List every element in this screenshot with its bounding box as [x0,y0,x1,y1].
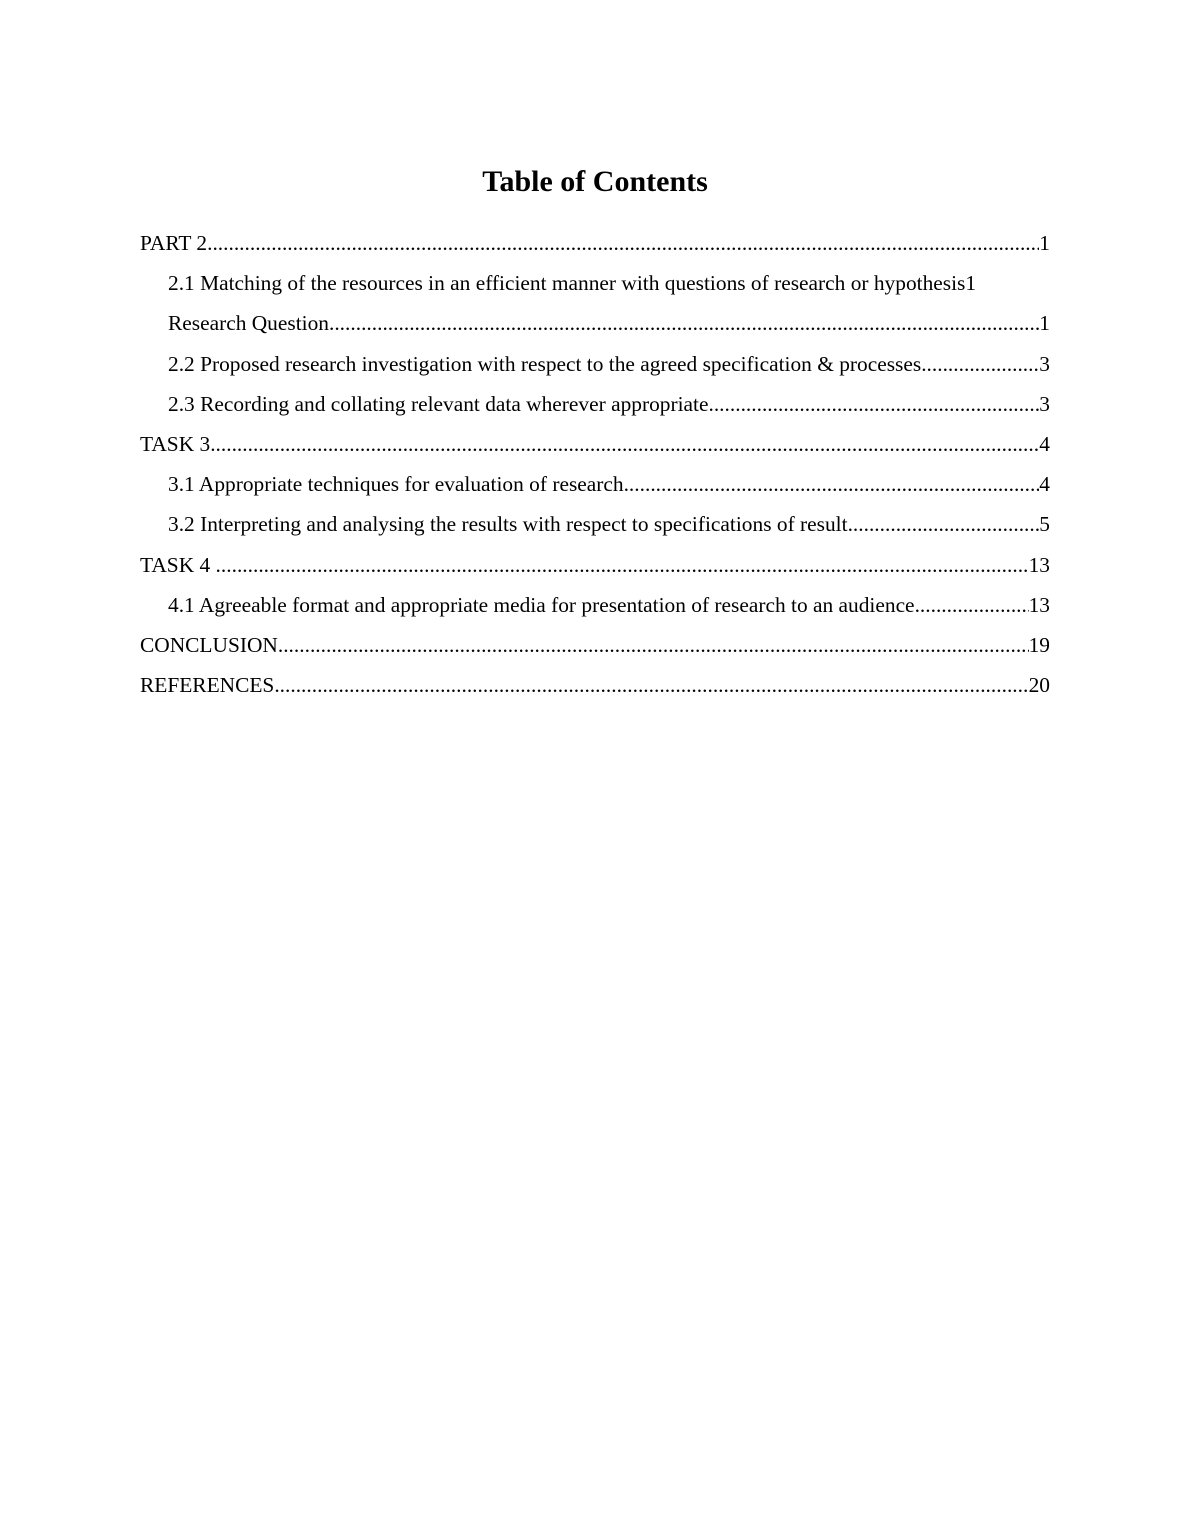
toc-dot-leader [848,507,1040,541]
toc-entry-2-1[interactable] [140,266,1050,306]
toc-entry-2-3[interactable] [140,387,1050,427]
toc-entry-page: 4 [1039,472,1050,497]
toc-entry-page: 19 [1028,632,1050,657]
toc-dot-leader [708,387,1039,421]
toc-entry-page: 4 [1039,431,1050,456]
toc-entry-text: REFERENCES [140,673,275,698]
toc-entry-page: 1 [965,271,977,296]
toc-list [140,226,1050,708]
toc-dot-leader [210,427,1039,461]
toc-entry-text: 2.2 Proposed research investigation with respect to the agreed specification & processes [168,351,922,376]
toc-entry-page: 20 [1028,673,1050,698]
toc-entry-text: 3.2 Interpreting and analysing the results with respect to specifications of result [168,512,848,537]
toc-entry-2-2[interactable] [140,347,1050,387]
toc-entry-text: TASK 4 [140,552,216,577]
toc-dot-leader [216,548,1029,582]
toc-entry-text: 2.1 Matching of the resources in an efficient manner with questions of research or hypothesis [168,271,966,296]
toc-entry-3-1[interactable] [140,467,1050,507]
toc-entry-page: 5 [1039,512,1050,537]
toc-entry-page: 13 [1028,552,1050,577]
toc-entry-text: 4.1 Agreeable format and appropriate media for presentation of research to an audience [168,592,915,617]
toc-entry-text: CONCLUSION [140,632,278,657]
toc-title: Table of Contents [482,165,708,198]
toc-entry-page: 3 [1039,351,1050,376]
toc-entry-text: 3.1 Appropriate techniques for evaluation of research [168,472,624,497]
toc-entry-page: 3 [1039,391,1050,416]
toc-dot-leader [207,226,1039,260]
toc-dot-leader [921,347,1039,381]
toc-entry-page: 13 [1028,592,1050,617]
toc-entry-text: TASK 3 [140,431,211,456]
toc-entry-research-question[interactable] [140,306,1050,346]
toc-entry-task-4[interactable] [140,548,1050,588]
toc-entry-conclusion[interactable] [140,628,1050,668]
toc-entry-references[interactable] [140,668,1050,708]
toc-dot-leader [329,306,1039,340]
toc-dot-leader [915,588,1029,622]
toc-entry-task-3[interactable] [140,427,1050,467]
toc-entry-3-2[interactable] [140,507,1050,547]
toc-dot-leader [278,628,1029,662]
toc-dot-leader [624,467,1040,501]
toc-dot-leader [274,668,1028,702]
toc-entry-page: 1 [1039,231,1050,255]
toc-entry-text: 2.3 Recording and collating relevant data wherever appropriate [168,391,709,416]
toc-entry-text: Research Question [168,311,329,336]
toc-entry-4-1[interactable] [140,588,1050,628]
toc-entry-text: PART 2 [140,231,208,255]
toc-entry-page: 1 [1039,311,1050,336]
toc-entry-part-2[interactable] [140,226,1050,266]
